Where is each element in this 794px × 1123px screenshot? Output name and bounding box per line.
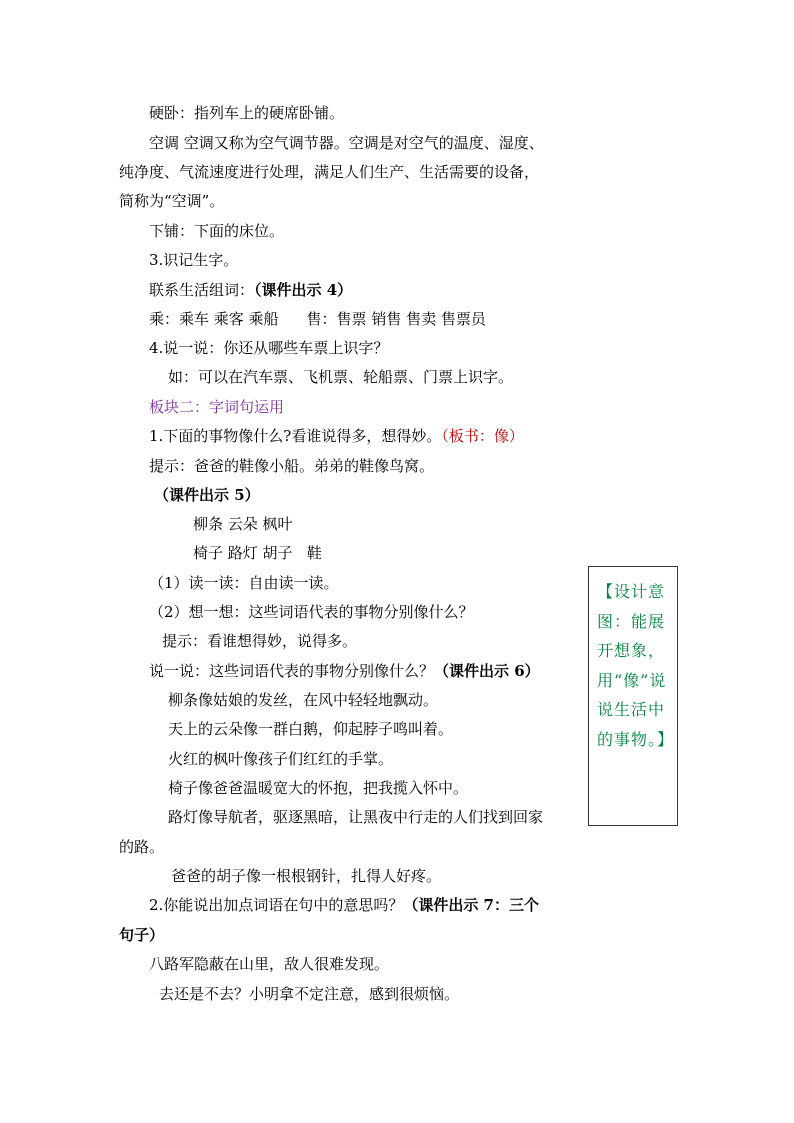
word-building-line (149, 280, 352, 300)
example-sentence: 椅子像爸爸温暖宽大的怀抱，把我揽入怀中。 (168, 779, 469, 797)
example-sentence-cont: 的路。 (119, 838, 165, 856)
hint-line: 提示：爸爸的鞋像小船。弟弟的鞋像鸟窝。 (149, 457, 435, 475)
example-sentence: 爸爸的胡子像一根根钢针，扎得人好疼。 (171, 867, 442, 885)
courseware-note: （课件出示 7：三个 (403, 896, 539, 914)
question-line (149, 895, 539, 915)
section-heading: 板块二：字词句运用 (149, 398, 285, 416)
example-sentence: 柳条像姑娘的发丝，在风中轻轻地飘动。 (168, 691, 439, 709)
term-definition-ying-wo: 硬卧：指列车上的硬席卧铺。 (149, 104, 345, 122)
courseware-note-cont: 句子） (119, 926, 165, 944)
activity-line: （2）想一想：这些词语代表的事物分别像什么？ (149, 603, 474, 621)
example-sentence: 天上的云朵像一群白鹅，仰起脖子鸣叫着。 (168, 720, 454, 738)
courseware-note: （课件出示 4） (254, 281, 353, 299)
example-sentence: 去还是不去？小明拿不定注意，感到很烦恼。 (159, 985, 460, 1003)
example-sentence: 八路军隐蔽在山里，敌人很难发现。 (149, 955, 390, 973)
speaking-prompt-line (149, 661, 540, 681)
word-group-cheng: 乘：乘车 乘客 乘船 (149, 310, 279, 328)
hint-line: 提示：看谁想得妙，说得多。 (162, 632, 358, 650)
example-sentence: 火红的枫叶像孩子们红红的手掌。 (168, 750, 394, 768)
example-sentence: 路灯像导航者，驱逐黑暗，让黑夜中行走的人们找到回家 (168, 808, 544, 826)
activity-line: （1）读一读：自由读一读。 (149, 574, 339, 592)
term-definition-xia-pu: 下铺：下面的床位。 (149, 222, 285, 240)
step-heading: 3.识记生字。 (149, 251, 239, 269)
design-intent-text: 【设计意图：能展开想象，用“像”说说生活中的事物。】 (597, 582, 675, 749)
word-building-label: 联系生活组词： (149, 281, 255, 299)
example-line: 如：可以在汽车票、飞机票、轮船票、门票上识字。 (168, 368, 514, 386)
word-list-line: 柳条 云朵 枫叶 (193, 515, 293, 533)
step-heading: 4.说一说：你还从哪些车票上识字？ (149, 339, 389, 357)
courseware-note: （课件出示 5） (154, 486, 260, 504)
board-note: （板书：像） (441, 427, 524, 445)
word-group-shou: 售：售票 销售 售卖 售票员 (306, 310, 486, 328)
question-text: 1.下面的事物像什么?看谁说得多，想得妙。 (149, 427, 442, 445)
term-definition-kong-tiao-cont: 纯净度、气流速度进行处理，满足人们生产、生活需要的设备， (119, 163, 540, 181)
speaking-prompt-text: 说一说：这些词语代表的事物分别像什么？ (149, 662, 435, 680)
design-intent-box (588, 566, 678, 826)
word-list-line: 椅子 路灯 胡子 鞋 (193, 544, 322, 562)
question-line (149, 426, 524, 446)
word-group-line (149, 309, 486, 329)
question-text: 2.你能说出加点词语在句中的意思吗？ (149, 896, 404, 914)
courseware-note: （课件出示 6） (434, 662, 540, 680)
term-definition-kong-tiao: 空调 空调又称为空气调节器。空调是对空气的温度、湿度、 (149, 134, 544, 152)
term-definition-kong-tiao-end: 简称为“空调”。 (119, 192, 225, 210)
